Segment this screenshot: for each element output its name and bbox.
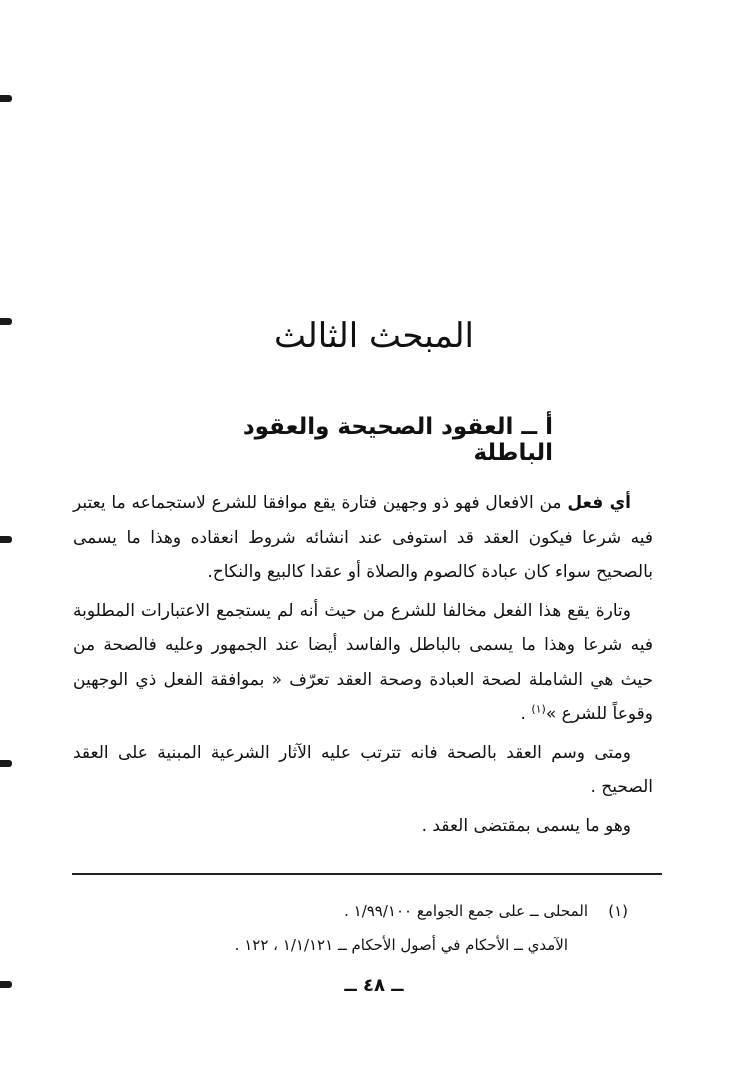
footnote-number: (١)	[608, 902, 628, 920]
body-text	[73, 486, 653, 843]
footnote	[128, 928, 628, 962]
footnote-reference: (١)	[531, 702, 546, 716]
paragraph	[73, 486, 653, 590]
edge-mark	[0, 536, 12, 543]
paragraph-lead: أي فعل	[567, 493, 631, 513]
footnote	[128, 894, 628, 928]
paragraph	[73, 736, 653, 805]
edge-mark	[0, 95, 12, 102]
edge-mark	[0, 760, 12, 767]
paragraph-tail: .	[520, 704, 532, 724]
paragraph-text: وتارة يقع هذا الفعل مخالفا للشرع من حيث أنه لم يستجمع الاعتبارات المطلوبة فيه شرعا وهذا ما يسمى بالباطل والفاسد أيضا عند الجمهور وعليه فالصحة من حيث هي الشاملة لصحة العبادة وصحة العقد تعرّف « بموافقة الفعل ذي الوجهين وقوعاً للشرع »	[73, 600, 653, 724]
paragraph-text: وهو ما يسمى بمقتضى العقد .	[421, 815, 631, 836]
footnote-divider	[72, 873, 662, 875]
footnotes	[128, 894, 628, 962]
section-heading: أ ــ العقود الصحيحة والعقود الباطلة	[242, 414, 553, 466]
paragraph	[73, 594, 653, 732]
paragraph	[73, 809, 653, 844]
chapter-title: المبحث الثالث	[273, 316, 475, 356]
page-number: ــ ٤٨ ــ	[344, 975, 404, 996]
paragraph-text: ومتى وسم العقد بالصحة فانه تترتب عليه الآثار الشرعية المبنية على العقد الصحيح .	[73, 742, 653, 797]
paragraph-text: من الافعال فهو ذو وجهين فتارة يقع موافقا للشرع لاستجماعه ما يعتبر فيه شرعا فيكون العقد قد استوفى عند انشائه شروط انعقاده وهذا ما يسمى بالصحيح سواء كان عبادة كالصوم والصلاة أو عقدا كالبيع والنكاح.	[73, 493, 653, 582]
footnote-text: المحلى ــ على جمع الجوامع ١/٩٩/١٠٠ .	[344, 902, 588, 920]
footnote-text: الآمدي ــ الأحكام في أصول الأحكام ــ ١/١/١٢١ ، ١٢٢ .	[234, 936, 568, 954]
